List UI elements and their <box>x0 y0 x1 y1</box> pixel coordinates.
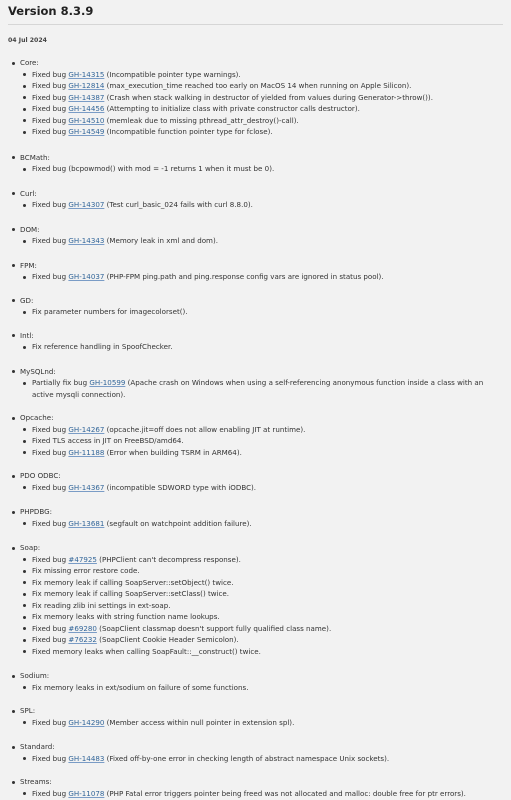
changelog-entry <box>20 341 503 353</box>
section-name: Streams: <box>20 777 52 786</box>
entry-text: Fixed bug <box>32 115 69 125</box>
bug-link[interactable]: GH-14343 <box>68 236 105 245</box>
changelog-section <box>8 295 503 318</box>
changelog-entry <box>20 577 503 589</box>
section-entries <box>20 341 503 353</box>
entry-text: Fixed bug <box>32 788 69 798</box>
changelog-section <box>8 412 503 458</box>
changelog-section <box>8 330 503 353</box>
bug-link[interactable]: GH-11188 <box>68 447 105 457</box>
entry-description: (max_execution_time reached too early on MacOS 14 when running on Apple Silicon). <box>104 81 412 90</box>
entry-description: (incompatible SDWORD type with iODBC). <box>104 482 257 492</box>
changelog-section <box>8 224 503 247</box>
entry-description: (Incompatible function pointer type for fclose). <box>104 127 273 136</box>
changelog-entry <box>20 447 503 459</box>
bug-link[interactable]: GH-14267 <box>68 424 105 434</box>
changelog-section <box>8 542 503 657</box>
changelog-entry <box>20 646 503 658</box>
section-entries <box>20 271 503 283</box>
section-entries <box>20 717 503 729</box>
bug-link[interactable]: GH-14549 <box>68 127 105 136</box>
changelog-entry <box>20 588 503 600</box>
entry-description: (PHP-FPM ping.path and ping.response config vars are ignored in status pool). <box>104 272 384 281</box>
changelog-entry <box>20 717 503 729</box>
changelog-section <box>8 776 503 799</box>
section-name: BCMath: <box>20 152 50 162</box>
entry-text: Fixed bug <box>32 81 69 90</box>
entry-text: Fixed bug <box>32 92 69 102</box>
changelog-entry <box>20 271 503 283</box>
changelog-entry <box>20 611 503 623</box>
bug-link[interactable]: GH-14510 <box>68 115 105 125</box>
section-entries <box>20 69 503 138</box>
entry-text: Fix parameter numbers for imagecolorset(). <box>32 307 188 316</box>
entry-text: Fixed bug (bcpowmod() with mod = -1 returns 1 when it must be 0). <box>32 164 275 173</box>
section-entries <box>20 163 503 175</box>
changelog-entry <box>20 788 503 800</box>
entry-text: Fixed bug <box>32 236 69 245</box>
bug-link[interactable]: GH-10599 <box>89 378 126 387</box>
bug-link[interactable]: GH-14387 <box>68 92 105 102</box>
entry-description: (Incompatible pointer type warnings). <box>104 69 241 79</box>
section-entries <box>20 235 503 247</box>
entry-text: Fixed bug <box>32 554 69 564</box>
bug-link[interactable]: GH-14290 <box>68 717 105 727</box>
version-title: Version 8.3.9 <box>8 4 94 18</box>
entry-text: Fix memory leaks in ext/sodium on failure of some functions. <box>32 682 249 692</box>
changelog-section <box>8 705 503 728</box>
entry-text: Fixed bug <box>32 482 69 492</box>
changelog-entry <box>20 235 503 247</box>
section-name: DOM: <box>20 224 40 234</box>
changelog-entry <box>20 163 503 175</box>
section-entries <box>20 682 503 694</box>
entry-description: (memleak due to missing pthread_attr_destroy()-call). <box>104 115 299 125</box>
changelog-entry <box>20 600 503 612</box>
entry-text: Fixed bug <box>32 69 69 79</box>
entry-description: (SoapClient Cookie Header Semicolon). <box>96 635 239 644</box>
changelog-section <box>8 741 503 764</box>
section-name: SPL: <box>20 706 36 715</box>
entry-description: (Attempting to initialize class with private constructor calls destructor). <box>104 104 360 113</box>
entry-text: Fixed bug <box>32 200 69 209</box>
changelog-entry <box>20 682 503 694</box>
changelog-section <box>8 260 503 283</box>
bug-link[interactable]: GH-14367 <box>68 482 105 492</box>
changelog-entry <box>20 518 503 530</box>
changelog-section <box>8 152 503 175</box>
changelog-entry <box>20 435 503 447</box>
changelog-entry <box>20 554 503 566</box>
section-entries <box>20 788 503 800</box>
changelog-section <box>8 470 503 493</box>
changelog-entry <box>20 306 503 318</box>
entry-text: Fixed bug <box>32 717 69 727</box>
changelog-entry <box>20 377 503 400</box>
section-entries <box>20 554 503 658</box>
changelog-entry <box>20 126 503 138</box>
bug-link[interactable]: GH-14456 <box>68 104 105 113</box>
entry-text: Fix missing error restore code. <box>32 566 140 575</box>
release-date: 04 Jul 2024 <box>8 37 47 44</box>
section-name: Sodium: <box>20 671 50 680</box>
changelog-entry <box>20 482 503 494</box>
section-name: Curl: <box>20 188 37 198</box>
changelog-entry <box>20 623 503 635</box>
entry-text: Fix memory leak if calling SoapServer::setClass() twice. <box>32 589 230 598</box>
changelog-entry <box>20 103 503 115</box>
entry-description: (Memory leak in xml and dom). <box>104 236 218 245</box>
bug-link[interactable]: GH-14315 <box>68 69 105 79</box>
section-entries <box>20 306 503 318</box>
entry-description: (PHPClient can't decompress response). <box>96 554 241 564</box>
bug-link[interactable]: GH-14037 <box>68 272 105 281</box>
changelog-section <box>8 506 503 529</box>
entry-text: Fix memory leak if calling SoapServer::setObject() twice. <box>32 577 234 587</box>
changelog-entry <box>20 424 503 436</box>
entry-description: (Member access within null pointer in extension spl). <box>104 717 295 727</box>
changelog-sections <box>8 57 503 799</box>
entry-text: Fixed bug <box>32 635 69 644</box>
entry-description: (Test curl_basic_024 fails with curl 8.8.0). <box>104 200 253 209</box>
changelog-entry <box>20 565 503 577</box>
section-entries <box>20 753 503 765</box>
section-entries <box>20 199 503 211</box>
entry-description: (opcache.jit=off does not allow enabling JIT at runtime). <box>104 424 306 434</box>
entry-text: Fixed TLS access in JIT on FreeBSD/amd64. <box>32 436 184 445</box>
bug-link[interactable]: GH-14307 <box>68 200 105 209</box>
changelog-entry <box>20 80 503 92</box>
entry-description: (SoapClient classmap doesn't support fully qualified class name). <box>96 623 332 633</box>
entry-description: (Fixed off-by-one error in checking length of abstract namespace Unix sockets). <box>104 753 390 763</box>
entry-description: (segfault on watchpoint addition failure). <box>104 518 252 528</box>
entry-text: Partially fix bug <box>32 378 90 387</box>
section-entries <box>20 377 503 400</box>
bug-link[interactable]: #76232 <box>68 635 97 644</box>
entry-text: Fixed bug <box>32 753 69 763</box>
entry-description: (Crash when stack walking in destructor of yielded from values during Generator->throw()). <box>104 92 433 102</box>
entry-text: Fixed bug <box>32 623 69 633</box>
section-name: MySQLnd: <box>20 366 56 376</box>
bug-link[interactable]: GH-11078 <box>68 788 105 798</box>
changelog-section <box>8 670 503 693</box>
changelog-entry <box>20 199 503 211</box>
title-divider <box>8 24 503 25</box>
changelog-section <box>8 57 503 138</box>
entry-text: Fixed memory leaks when calling SoapFault::__construct() twice. <box>32 646 261 656</box>
section-name: GD: <box>20 295 34 305</box>
section-name: Opcache: <box>20 413 54 422</box>
section-name: Soap: <box>20 543 41 552</box>
section-name: FPM: <box>20 260 37 270</box>
entry-description: (Error when building TSRM in ARM64). <box>104 447 242 457</box>
changelog-entry <box>20 115 503 127</box>
bug-link[interactable]: GH-12814 <box>68 81 105 90</box>
bug-link[interactable]: #69280 <box>68 623 97 633</box>
changelog-section <box>8 366 503 401</box>
entry-description: (Apache crash on Windows when using a self-referencing anonymous function inside a class with an active mysqli connection). <box>32 378 484 399</box>
section-name: PHPDBG: <box>20 507 52 516</box>
bug-link[interactable]: #47925 <box>68 554 97 564</box>
entry-text: Fixed bug <box>32 127 69 136</box>
changelog-entry <box>20 753 503 765</box>
entry-text: Fixed bug <box>32 447 69 457</box>
entry-description: (PHP Fatal error triggers pointer being freed was not allocated and malloc: double free for ptr errors). <box>104 788 466 798</box>
section-name: Standard: <box>20 742 55 751</box>
section-entries <box>20 424 503 459</box>
changelog-entry <box>20 92 503 104</box>
entry-text: Fixed bug <box>32 104 69 113</box>
bug-link[interactable]: GH-14483 <box>68 753 105 763</box>
section-entries <box>20 518 503 530</box>
bug-link[interactable]: GH-13681 <box>68 518 105 528</box>
section-name: Core: <box>20 58 39 67</box>
changelog-section <box>8 188 503 211</box>
section-name: PDO ODBC: <box>20 471 61 480</box>
entry-text: Fixed bug <box>32 424 69 434</box>
changelog-entry <box>20 69 503 81</box>
section-name: Intl: <box>20 330 34 340</box>
section-entries <box>20 482 503 494</box>
entry-text: Fixed bug <box>32 272 69 281</box>
entry-text: Fix memory leaks with string function name lookups. <box>32 612 220 621</box>
entry-text: Fix reading zlib ini settings in ext-soap. <box>32 600 171 610</box>
entry-text: Fix reference handling in SpoofChecker. <box>32 342 173 351</box>
entry-text: Fixed bug <box>32 518 69 528</box>
changelog-entry <box>20 634 503 646</box>
